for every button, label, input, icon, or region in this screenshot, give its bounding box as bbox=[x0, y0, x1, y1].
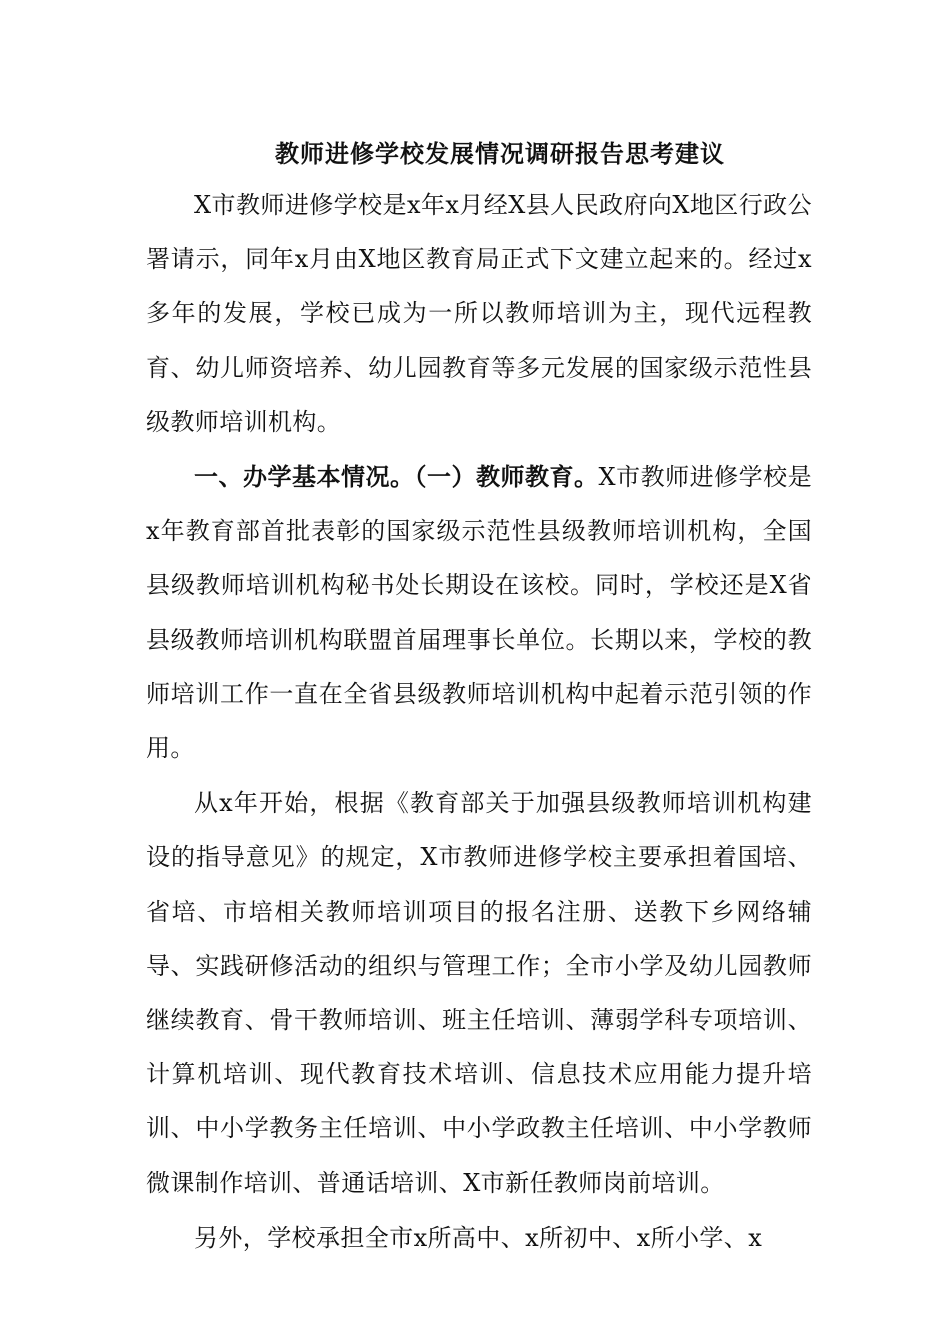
paragraph-text: 从x年开始，根据《教育部关于加强县级教师培训机构建设的指导意见》的规定，X市教师进修学校主要承担着国培、省培、市培相关教师培训项目的报名注册、送教下乡网络辅导、实践研修活动的组织与管理工作；全市小学及幼儿园教师继续教育、骨干教师培训、班主任培训、薄弱学科专项培训、计算机培训、现代教育技术培训、信息技术应用能力提升培训、中小学教务主任培训、中小学政教主任培训、中小学教师微课制作培训、普通话培训、X市新任教师岗前培训。 bbox=[146, 789, 812, 1197]
document-title: 教师进修学校发展情况调研报告思考建议 bbox=[275, 139, 725, 168]
paragraph-additional bbox=[146, 1211, 812, 1265]
subsection-heading: （一）教师教育。 bbox=[414, 462, 599, 492]
section-heading: 一、办学基本情况。 bbox=[194, 462, 415, 492]
paragraph-text: X市教师进修学校是x年教育部首批表彰的国家级示范性县级教师培训机构，全国县级教师培训机构秘书处长期设在该校。同时，学校还是X省县级教师培训机构联盟首届理事长单位。长期以来，学校的教师培训工作一直在全省县级教师培训机构中起着示范引领的作用。 bbox=[146, 463, 812, 763]
paragraph-text: X市教师进修学校是x年x月经X县人民政府向X地区行政公署请示，同年x月由X地区教育局正式下文建立起来的。经过x多年的发展，学校已成为一所以教师培训为主，现代远程教育、幼儿师资培养、幼儿园教育等多元发展的国家级示范性县级教师培训机构。 bbox=[146, 191, 812, 436]
paragraph-section-one bbox=[146, 450, 812, 775]
paragraph-training-scope bbox=[146, 776, 812, 1210]
document-body bbox=[146, 178, 812, 1265]
paragraph-text: 另外，学校承担全市x所高中、x所初中、x所小学、x bbox=[194, 1223, 763, 1252]
paragraph-intro bbox=[146, 178, 812, 449]
